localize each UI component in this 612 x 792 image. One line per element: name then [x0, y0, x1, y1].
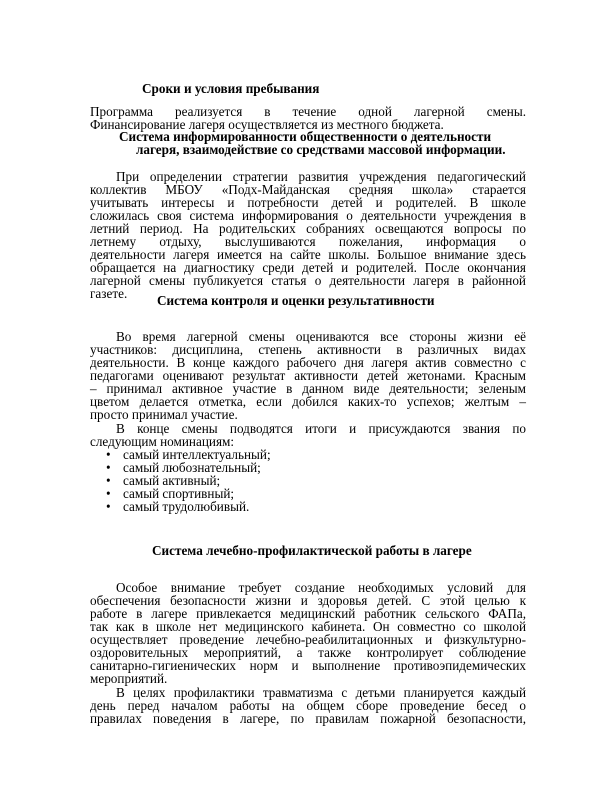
- text-line: обращается на диагностику среди детей и родителей. После окончания: [90, 260, 526, 275]
- text-line: коллектив МБОУ «Подх-Майданская средняя школа» старается: [90, 182, 526, 197]
- text-line: день перед началом работы на общем сборе проведение бесед о: [90, 698, 526, 713]
- text-line: В конце смены подводятся итоги и присуждаются звания по: [116, 421, 526, 436]
- text-line: сложилась своя система информирования о деятельности учреждения в: [90, 208, 526, 223]
- text-line: следующим номинациям:: [90, 434, 235, 449]
- paragraph-info: [90, 170, 526, 300]
- text-line: газете.: [90, 286, 128, 301]
- text-line: просто принимал участие.: [90, 407, 238, 422]
- paragraph-health-2: [90, 686, 526, 725]
- list-item-text: самый любознательный;: [123, 460, 261, 475]
- paragraph-control-2: [90, 422, 526, 448]
- paragraph-control-1: [90, 330, 526, 421]
- text-line: Во время лагерной смены оцениваются все стороны жизни её: [116, 329, 526, 344]
- heading-info-line-1: Система информированности общественности о деятельности: [119, 129, 492, 144]
- text-line: правилах поведения в лагере, по правилам пожарной безопасности,: [90, 711, 526, 726]
- list-item-text: самый активный;: [123, 473, 221, 488]
- text-line: летний период. На родительских собраниях освещаются вопросы по: [90, 221, 526, 236]
- text-line: осуществляет проведение лечебно-реабилитационных и физкультурно-: [90, 632, 526, 647]
- text-line: деятельности лагеря имеется на сайте школы. Большое внимание здесь: [90, 247, 526, 262]
- text-line: Финансирование лагеря осуществляется из местного бюджета.: [90, 117, 444, 132]
- text-line: Особое внимание требует создание необходимых условий для: [116, 580, 526, 595]
- text-line: работе в лагере привлекается медицинский работник сельского ФАПа,: [90, 606, 526, 621]
- text-line: При определении стратегии развития учреждения педагогический: [116, 169, 526, 184]
- text-line: – принимал активное участие в данном виде деятельности; зеленым: [90, 381, 526, 396]
- heading-terms: Сроки и условия пребывания: [142, 81, 320, 96]
- bullet-icon: •: [106, 460, 111, 475]
- bullet-icon: •: [106, 499, 111, 514]
- text-line: лагерной смены публикуется статья о деятельности лагеря в районной: [90, 273, 526, 288]
- text-line: Программа реализуется в течение одной лагерной смены.: [90, 104, 526, 119]
- text-line: обеспечения безопасности жизни и здоровья детей. С этой целью к: [90, 593, 526, 608]
- nominations-list: [104, 448, 271, 513]
- heading-health: Система лечебно-профилактической работы в лагере: [152, 543, 472, 558]
- heading-info-line-2: лагеря, взаимодействие со средствами массовой информации.: [136, 142, 506, 157]
- text-line: оздоровительных мероприятий, а также контролирует соблюдение: [90, 645, 526, 660]
- bullet-icon: •: [106, 473, 111, 488]
- text-line: учитывать интересы и потребности детей и родителей. В школе: [90, 195, 526, 210]
- text-line: так как в школе нет медицинского кабинета. Он совместно со школой: [90, 619, 526, 634]
- heading-control: Система контроля и оценки результативности: [157, 293, 435, 308]
- text-line: летнему отдыху, выслушиваются пожелания, информация о: [90, 234, 526, 249]
- list-item-text: самый интеллектуальный;: [123, 447, 271, 462]
- text-line: мероприятий.: [90, 671, 168, 686]
- list-item: [104, 500, 271, 513]
- text-line: участников: дисциплина, степень активности в различных видах: [90, 342, 526, 357]
- bullet-icon: •: [106, 486, 111, 501]
- list-item-text: самый трудолюбивый.: [123, 499, 250, 514]
- paragraph-health-1: [90, 581, 526, 685]
- text-line: деятельности. В конце каждого рабочего дня лагеря актив совместно с: [90, 355, 526, 370]
- text-line: педагогами оценивают результат активности детей жетонами. Красным: [90, 368, 526, 383]
- text-line: санитарно-гигиенических норм и выполнение противоэпидемических: [90, 658, 526, 673]
- bullet-icon: •: [106, 447, 111, 462]
- list-item-text: самый спортивный;: [123, 486, 235, 501]
- text-line: цветом делается отметка, если добился каких-то успехов; желтым –: [90, 394, 526, 409]
- text-line: В целях профилактики травматизма с детьми планируется каждый: [116, 685, 526, 700]
- paragraph-terms: [90, 105, 526, 131]
